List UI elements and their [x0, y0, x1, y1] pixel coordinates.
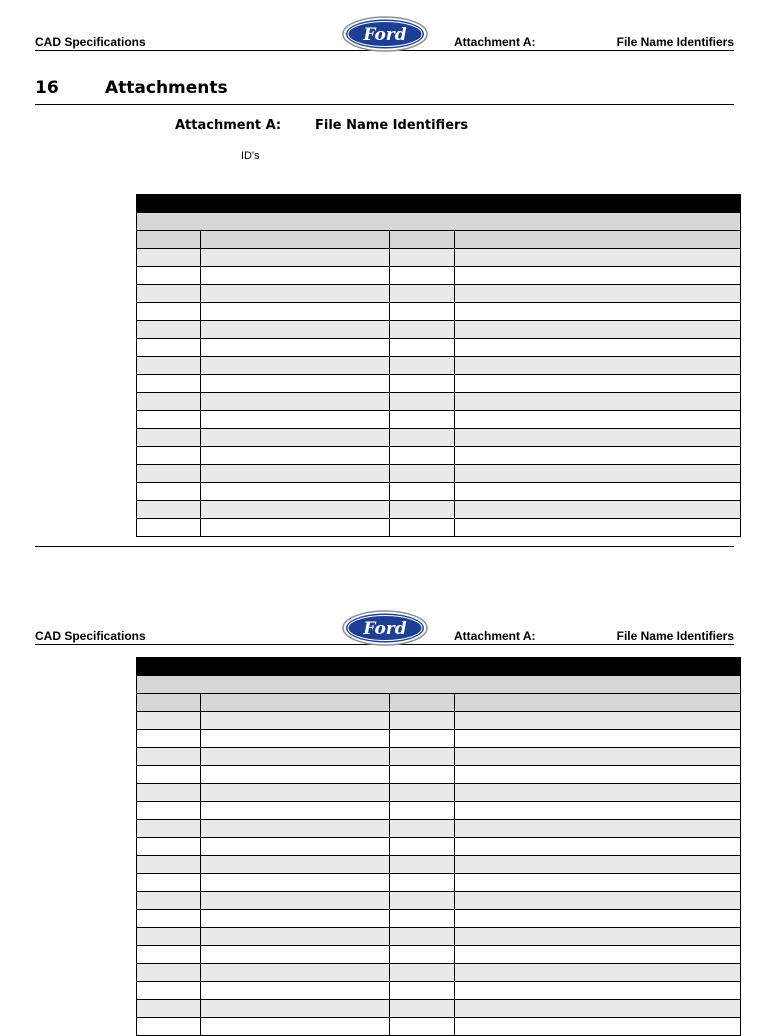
- table-cell: [455, 910, 741, 928]
- table-row: [137, 1000, 741, 1018]
- table-cell: [201, 429, 390, 447]
- table-cell: [201, 964, 390, 982]
- table-cell: [455, 339, 741, 357]
- table-cell: [390, 429, 455, 447]
- table-row: [137, 748, 741, 766]
- table-cell: [455, 321, 741, 339]
- table-cell: [137, 483, 201, 501]
- table-cell: [137, 730, 201, 748]
- table-cell: [390, 730, 455, 748]
- table-cell: [390, 501, 455, 519]
- table-cell: [201, 946, 390, 964]
- table-cell: [137, 910, 201, 928]
- table-cell: [455, 411, 741, 429]
- table-row: [137, 820, 741, 838]
- table-cell: [201, 465, 390, 483]
- table-cell: [201, 910, 390, 928]
- table-row: [137, 429, 741, 447]
- table-cell: [137, 393, 201, 411]
- table-cell: [455, 231, 741, 249]
- table-cell: [390, 249, 455, 267]
- table-row: [137, 766, 741, 784]
- table-cell: [201, 519, 390, 537]
- table-cell: [137, 1018, 201, 1036]
- table-cell: [137, 856, 201, 874]
- table-cell: [455, 820, 741, 838]
- table-cell: [455, 357, 741, 375]
- table-row: [137, 411, 741, 429]
- table-cell: [137, 982, 201, 1000]
- table-row: [137, 946, 741, 964]
- header-section-title: File Name Identifiers: [616, 629, 734, 643]
- table-cell: [201, 838, 390, 856]
- table-row: [137, 964, 741, 982]
- table-row: [137, 784, 741, 802]
- table-cell: [137, 339, 201, 357]
- table-cell: [455, 766, 741, 784]
- table-cell: [390, 856, 455, 874]
- table-cell: [137, 712, 201, 730]
- table-cell: [455, 982, 741, 1000]
- table-cell: [137, 321, 201, 339]
- table-cell: [137, 1000, 201, 1018]
- identifier-table: [136, 657, 741, 1036]
- table-row: [137, 874, 741, 892]
- table-row: [137, 856, 741, 874]
- table-cell: [201, 303, 390, 321]
- table-cell: [455, 375, 741, 393]
- table-row: [137, 321, 741, 339]
- table-cell: [137, 694, 201, 712]
- table-row: [137, 802, 741, 820]
- table-cell: [455, 393, 741, 411]
- table-row: [137, 483, 741, 501]
- table-row: [137, 249, 741, 267]
- section-number: 16: [35, 78, 59, 98]
- table-row: [137, 892, 741, 910]
- table-cell: [455, 249, 741, 267]
- table-cell: [137, 766, 201, 784]
- page-header: [35, 10, 734, 51]
- table-cell: [390, 928, 455, 946]
- table-cell: [201, 928, 390, 946]
- table-cell: [137, 802, 201, 820]
- table-cell: [137, 658, 741, 676]
- table-cell: [201, 712, 390, 730]
- table-cell: [137, 465, 201, 483]
- table-cell: [455, 748, 741, 766]
- identifier-table: [136, 194, 741, 537]
- table-cell: [201, 1000, 390, 1018]
- table-cell: [455, 694, 741, 712]
- table-row: [137, 501, 741, 519]
- table-cell: [390, 1018, 455, 1036]
- table-cell: [390, 802, 455, 820]
- table-row: [137, 357, 741, 375]
- table-cell: [390, 519, 455, 537]
- table-cell: [201, 231, 390, 249]
- table-title-band: [137, 658, 741, 676]
- table-cell: [137, 411, 201, 429]
- table-cell: [201, 820, 390, 838]
- table-row: [137, 447, 741, 465]
- section-heading: [35, 77, 734, 105]
- table-cell: [455, 874, 741, 892]
- table-cell: [390, 982, 455, 1000]
- table-cell: [455, 928, 741, 946]
- ford-logo: [342, 16, 428, 52]
- table-cell: [390, 357, 455, 375]
- page-header: [35, 604, 734, 645]
- table-cell: [137, 447, 201, 465]
- table-cell: [137, 874, 201, 892]
- subsection-label: Attachment A:: [175, 118, 282, 133]
- table-cell: [455, 429, 741, 447]
- table-cell: [455, 964, 741, 982]
- table-cell: [137, 231, 201, 249]
- table-row: [137, 838, 741, 856]
- table-cell: [137, 946, 201, 964]
- table-cell: [137, 357, 201, 375]
- table-cell: [201, 856, 390, 874]
- table-title-band: [137, 195, 741, 213]
- table-cell: [390, 339, 455, 357]
- table-cell: [390, 411, 455, 429]
- table-cell: [201, 766, 390, 784]
- subsection-title: File Name Identifiers: [315, 118, 469, 133]
- table-cell: [201, 321, 390, 339]
- table-cell: [201, 285, 390, 303]
- header-document-title: CAD Specifications: [35, 629, 146, 643]
- table-row: [137, 1018, 741, 1036]
- table-cell: [455, 285, 741, 303]
- ids-label: ID's: [241, 150, 260, 162]
- table-cell: [390, 447, 455, 465]
- table-cell: [390, 910, 455, 928]
- table-row: [137, 519, 741, 537]
- table-cell: [201, 375, 390, 393]
- table-row: [137, 465, 741, 483]
- table-cell: [390, 393, 455, 411]
- table-cell: [390, 303, 455, 321]
- table-cell: [455, 856, 741, 874]
- table-cell: [137, 676, 741, 694]
- table-cell: [390, 946, 455, 964]
- table-cell: [455, 519, 741, 537]
- table-cell: [137, 213, 741, 231]
- table-row: [137, 375, 741, 393]
- table-cell: [137, 838, 201, 856]
- table-row: [137, 393, 741, 411]
- table-cell: [137, 429, 201, 447]
- table-cell: [390, 267, 455, 285]
- svg-text:Ford: Ford: [363, 25, 407, 45]
- table-cell: [137, 267, 201, 285]
- table-cell: [390, 694, 455, 712]
- table-cell: [137, 501, 201, 519]
- table-cell: [390, 375, 455, 393]
- header-document-title: CAD Specifications: [35, 35, 146, 49]
- table-cell: [201, 483, 390, 501]
- table-cell: [390, 748, 455, 766]
- table-cell: [201, 874, 390, 892]
- table-row: [137, 730, 741, 748]
- ford-logo: [342, 610, 428, 646]
- table-cell: [455, 712, 741, 730]
- table-cell: [201, 357, 390, 375]
- table-cell: [455, 838, 741, 856]
- table-cell: [390, 465, 455, 483]
- table-cell: [201, 748, 390, 766]
- table-cell: [201, 694, 390, 712]
- table-cell: [137, 784, 201, 802]
- table-cell: [137, 195, 741, 213]
- table-cell: [390, 820, 455, 838]
- table-cell: [455, 483, 741, 501]
- table-cell: [455, 303, 741, 321]
- table-cell: [137, 964, 201, 982]
- table-cell: [137, 820, 201, 838]
- table-row: [137, 910, 741, 928]
- table-row: [137, 267, 741, 285]
- table-cell: [137, 375, 201, 393]
- table-cell: [201, 802, 390, 820]
- table-cell: [455, 892, 741, 910]
- table-cell: [201, 501, 390, 519]
- table-cell: [390, 285, 455, 303]
- page-divider: [35, 546, 734, 547]
- header-attachment-label: Attachment A:: [454, 35, 536, 49]
- table-cell: [390, 231, 455, 249]
- table-cell: [201, 730, 390, 748]
- table-cell: [455, 465, 741, 483]
- table-cell: [455, 1000, 741, 1018]
- table-cell: [201, 249, 390, 267]
- table-row: [137, 982, 741, 1000]
- table-cell: [201, 1018, 390, 1036]
- table-cell: [390, 964, 455, 982]
- table-cell: [201, 411, 390, 429]
- header-section-title: File Name Identifiers: [616, 35, 734, 49]
- table-cell: [137, 928, 201, 946]
- table-cell: [390, 766, 455, 784]
- table-cell: [201, 267, 390, 285]
- table-cell: [137, 249, 201, 267]
- table-cell: [455, 946, 741, 964]
- table-row: [137, 712, 741, 730]
- table-cell: [390, 874, 455, 892]
- table-cell: [455, 501, 741, 519]
- table-cell: [137, 519, 201, 537]
- table-cell: [390, 838, 455, 856]
- table-cell: [137, 892, 201, 910]
- table-row: [137, 285, 741, 303]
- table-cell: [455, 447, 741, 465]
- table-cell: [455, 784, 741, 802]
- table-row: [137, 303, 741, 321]
- table-column-header: [137, 694, 741, 712]
- table-cell: [390, 321, 455, 339]
- table-cell: [201, 393, 390, 411]
- table-cell: [390, 784, 455, 802]
- table-cell: [390, 483, 455, 501]
- table-cell: [390, 1000, 455, 1018]
- svg-text:Ford: Ford: [363, 619, 407, 639]
- table-cell: [201, 982, 390, 1000]
- table-cell: [137, 303, 201, 321]
- table-cell: [455, 802, 741, 820]
- table-subtitle-band: [137, 213, 741, 231]
- table-cell: [201, 784, 390, 802]
- table-subtitle-band: [137, 676, 741, 694]
- header-attachment-label: Attachment A:: [454, 629, 536, 643]
- table-cell: [201, 339, 390, 357]
- table-cell: [390, 892, 455, 910]
- table-row: [137, 339, 741, 357]
- table-cell: [455, 267, 741, 285]
- table-cell: [137, 285, 201, 303]
- table-cell: [455, 1018, 741, 1036]
- table-row: [137, 928, 741, 946]
- table-cell: [137, 748, 201, 766]
- table-cell: [390, 712, 455, 730]
- table-cell: [201, 447, 390, 465]
- table-column-header: [137, 231, 741, 249]
- table-cell: [455, 730, 741, 748]
- section-title: Attachments: [105, 78, 228, 98]
- table-cell: [201, 892, 390, 910]
